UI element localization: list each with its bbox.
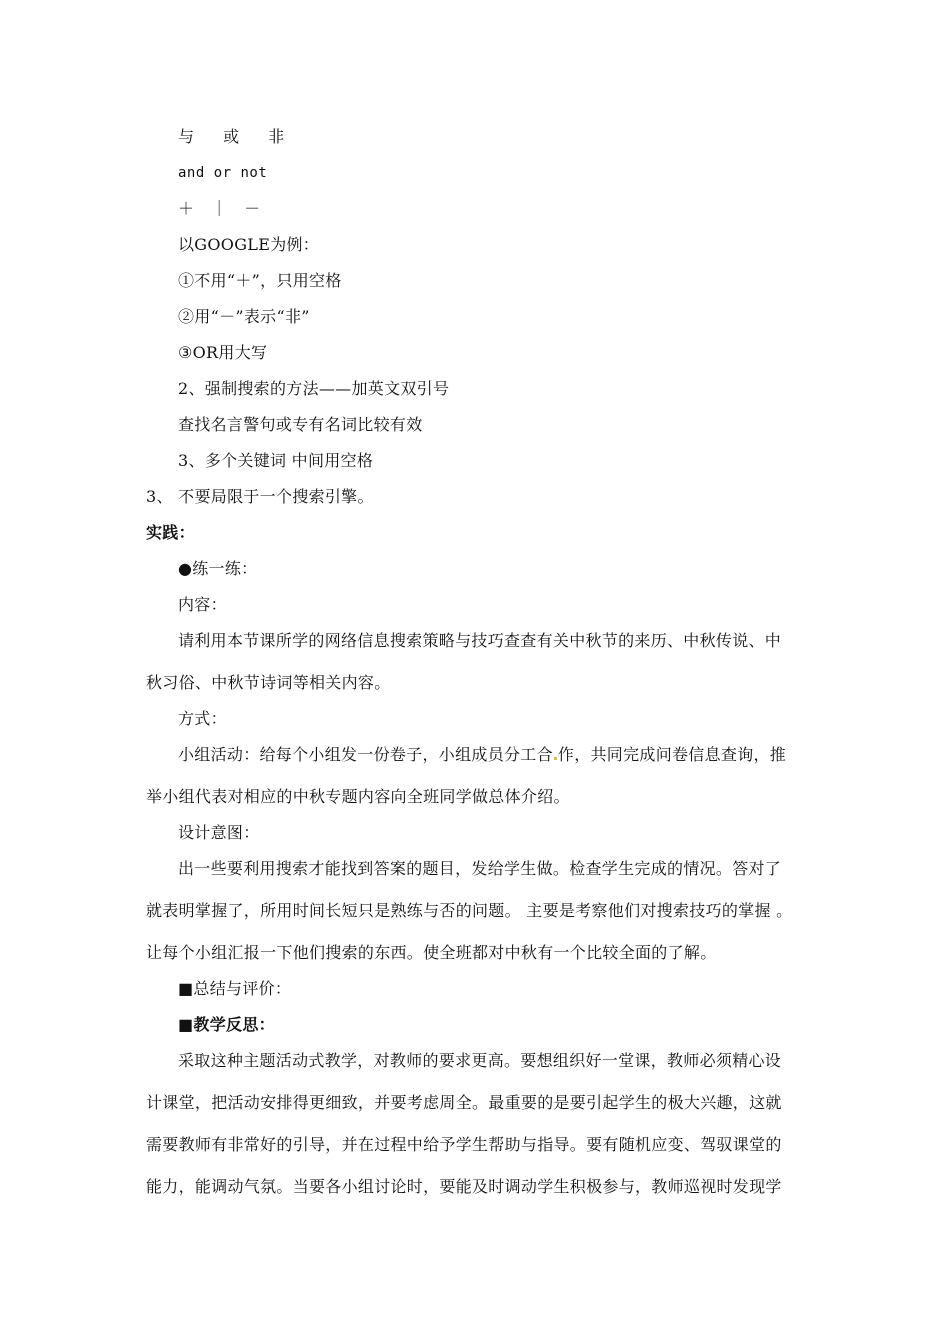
reflection-line-2: 计课堂，把活动安排得更细致，并要考虑周全。最重要的是要引起学生的极大兴趣，这就 — [146, 1093, 782, 1112]
google-example-heading: 以GOOGLE为例： — [178, 235, 320, 254]
forced-search-heading: 2、强制搜索的方法——加英文双引号 — [178, 379, 450, 398]
google-rule-2: ②用“－”表示“非” — [178, 307, 310, 326]
reflection-line-1: 采取这种主题活动式教学，对教师的要求更高。要想组织好一堂课，教师必须精心设 — [178, 1051, 782, 1070]
logic-operators-english: and or not — [178, 165, 268, 181]
reflection-heading: ■教学反思： — [178, 1015, 275, 1034]
design-intent-line-2: 就表明掌握了，所用时间长短只是熟练与否的问题。 主要是考察他们对搜索技巧的掌握 。 — [146, 901, 793, 920]
forced-search-note: 查找名言警句或专有名词比较有效 — [178, 415, 423, 434]
content-label: 内容： — [178, 595, 227, 614]
content-paragraph-line-1: 请利用本节课所学的网络信息搜索策略与技巧查查有关中秋节的来历、中秋传说、中 — [178, 631, 782, 650]
reflection-line-4: 能力，能调动气氛。当要各小组讨论时，要能及时调动学生积极参与，教师巡视时发现学 — [146, 1177, 782, 1196]
stray-dot-mark — [554, 757, 557, 760]
method-paragraph-line-2: 举小组代表对相应的中秋专题内容向全班同学做总体介绍。 — [146, 787, 570, 806]
method-paragraph-line-1 — [178, 744, 786, 766]
method-label: 方式： — [178, 709, 227, 728]
logic-operators-symbols: ＋ ｜ － — [178, 199, 267, 218]
google-rule-1: ①不用“＋”，只用空格 — [178, 271, 342, 290]
google-rule-3: ③OR用大写 — [178, 343, 268, 362]
practice-heading: 实践： — [146, 523, 195, 542]
summary-heading: ■总结与评价： — [178, 979, 292, 998]
logic-operators-chinese: 与 或 非 — [178, 127, 297, 146]
reflection-line-3: 需要教师有非常好的引导，并在过程中给予学生帮助与指导。要有随机应变、驾驭课堂的 — [146, 1135, 782, 1154]
design-intent-line-1: 出一些要利用搜索才能找到答案的题目，发给学生做。检查学生完成的情况。答对了 — [178, 859, 782, 878]
content-paragraph-line-2: 秋习俗、中秋节诗词等相关内容。 — [146, 673, 391, 692]
design-intent-line-3: 让每个小组汇报一下他们搜索的东西。使全班都对中秋有一个比较全面的了解。 — [146, 943, 717, 962]
multi-keyword-tip: 3、多个关键词 中间用空格 — [178, 451, 374, 470]
search-engine-tip: 3、 不要局限于一个搜索引擎。 — [146, 487, 374, 506]
design-intent-label: 设计意图： — [178, 823, 260, 842]
exercise-heading: ●练一练： — [178, 559, 258, 578]
method-text-part-1: 小组活动：给每个小组发一份卷子，小组成员分工合 — [178, 745, 553, 764]
method-text-part-2: 作，共同完成问卷信息查询，推 — [557, 745, 787, 764]
